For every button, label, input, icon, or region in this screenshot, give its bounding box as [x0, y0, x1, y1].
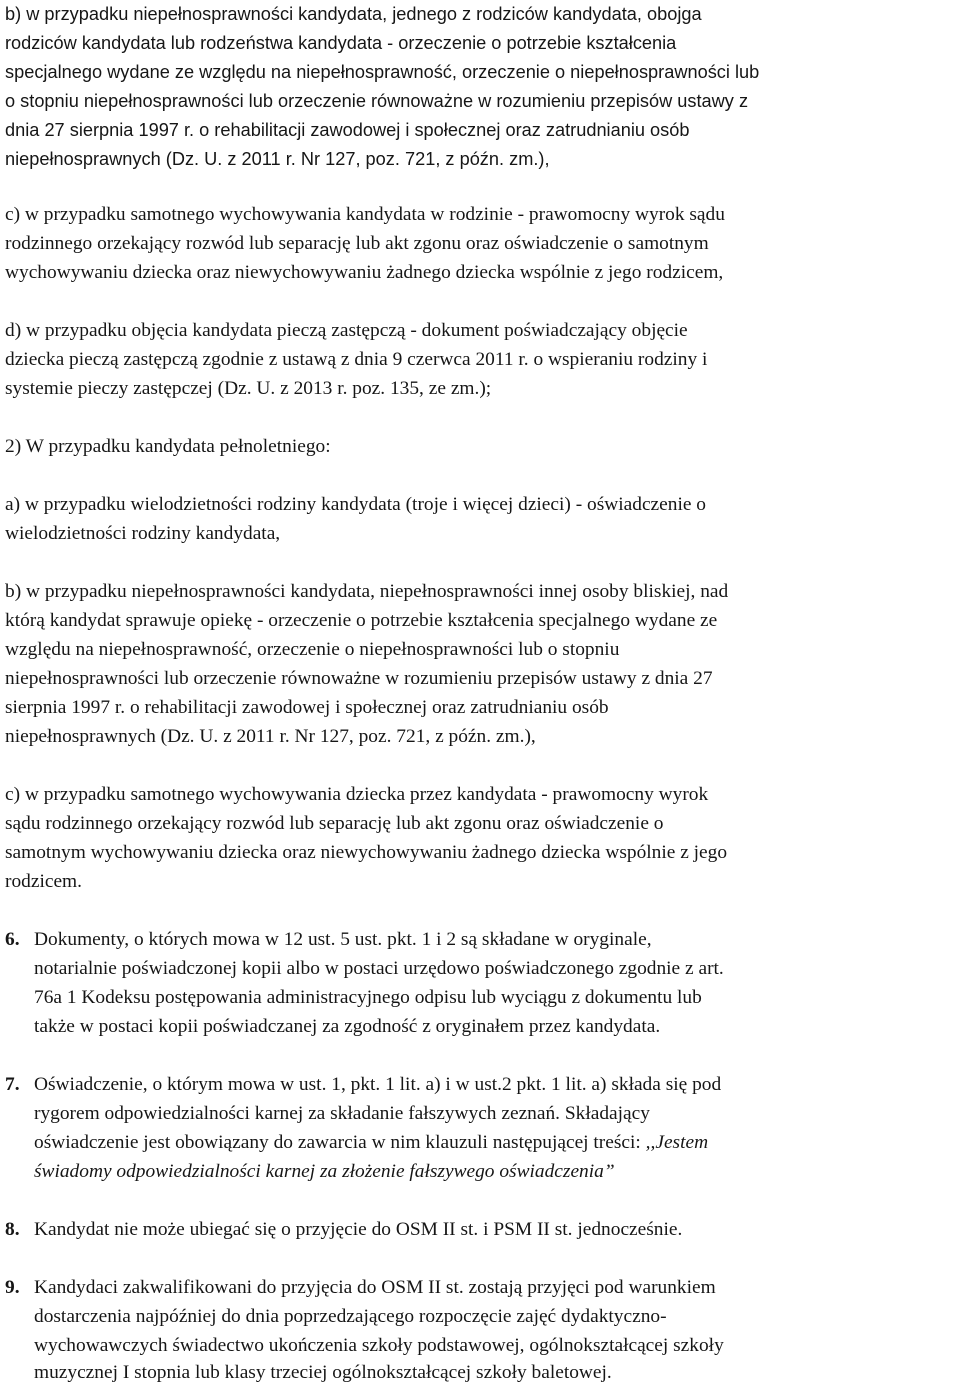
text-line: także w postaci kopii poświadczanej za zgodność z oryginałem przez kandydata. — [34, 1016, 661, 1037]
list-number: 6. — [5, 929, 20, 950]
text-line: sądu rodzinnego orzekający rozwód lub separację lub akt zgonu oraz oświadczenie o — [5, 813, 664, 834]
list-number: 8. — [5, 1219, 20, 1240]
text-line: dziecka pieczą zastępczą zgodnie z ustawą z dnia 9 czerwca 2011 r. o wspieraniu rodziny i — [5, 349, 708, 370]
text-line: rodzinnego orzekający rozwód lub separację lub akt zgonu oraz oświadczenie o samotnym — [5, 233, 709, 254]
text-line: wychowywaniu dziecka oraz niewychowywaniu żadnego dziecka wspólnie z jego rodzicem, — [5, 262, 724, 283]
text-line: Oświadczenie, o którym mowa w ust. 1, pkt. 1 lit. a) i w ust.2 pkt. 1 lit. a) składa się pod — [34, 1074, 722, 1095]
text-line — [34, 1157, 954, 1186]
list-number: 9. — [5, 1277, 20, 1298]
text-line: dnia 27 sierpnia 1997 r. o rehabilitacji zawodowej i społecznej oraz zatrudnianiu osób — [5, 120, 690, 140]
text-line: względu na niepełnosprawność, orzeczenie o niepełnosprawności lub o stopniu — [5, 639, 620, 660]
text-line: b) w przypadku niepełnosprawności kandydata, niepełnosprawności innej osoby bliskiej, nad — [5, 581, 729, 602]
text-line: rodzicem. — [5, 871, 82, 892]
text-line: specjalnego wydane ze względu na niepełnosprawność, orzeczenie o niepełnosprawności lub — [5, 62, 760, 82]
text-line: dostarczenia najpóźniej do dnia poprzedzającego rozpoczęcie zajęć dydaktyczno- — [34, 1306, 667, 1327]
text-line: systemie pieczy zastępczej (Dz. U. z 2013 r. poz. 135, ze zm.); — [5, 378, 492, 399]
text-line: którą kandydat sprawuje opiekę - orzeczenie o potrzebie kształcenia specjalnego wydane ze — [5, 610, 718, 631]
text-line: b) w przypadku niepełnosprawności kandydata, jednego z rodziców kandydata, obojga — [5, 4, 702, 24]
text-line: sierpnia 1997 r. o rehabilitacji zawodowej i społecznej oraz zatrudnianiu osób — [5, 697, 609, 718]
text-line: 76a 1 Kodeksu postępowania administracyjnego odpisu lub wyciągu z dokumentu lub — [34, 987, 702, 1008]
text-line: niepełnosprawnych (Dz. U. z 2011 r. Nr 127, poz. 721, z późn. zm.), — [5, 149, 550, 169]
text-line: Kandydat nie może ubiegać się o przyjęcie do OSM II st. i PSM II st. jednocześnie. — [34, 1219, 683, 1240]
list-number: 7. — [5, 1074, 20, 1095]
text-line: rygorem odpowiedzialności karnej za składanie fałszywych zeznań. Składający — [34, 1103, 650, 1124]
text-line: Kandydaci zakwalifikowani do przyjęcia do OSM II st. zostają przyjęci pod warunkiem — [34, 1277, 716, 1298]
text-line: d) w przypadku objęcia kandydata pieczą zastępczą - dokument poświadczający objęcie — [5, 320, 688, 341]
text-line: niepełnosprawności lub orzeczenie równoważne w rozumieniu przepisów ustawy z dnia 27 — [5, 668, 713, 689]
text-line — [34, 1128, 954, 1157]
text-line: c) w przypadku samotnego wychowywania kandydata w rodzinie - prawomocny wyrok sądu — [5, 204, 725, 225]
section-heading-adult: 2) W przypadku kandydata pełnoletniego: — [5, 436, 331, 457]
text-line: notarialnie poświadczonej kopii albo w postaci urzędowo poświadczonego zgodnie z art. — [34, 958, 724, 979]
quoted-clause: świadomy odpowiedzialności karnej za złożenie fałszywego oświadczenia” — [34, 1161, 615, 1182]
text-span: oświadczenie jest obowiązany do zawarcia w nim klauzuli następującej treści: — [34, 1132, 646, 1153]
text-line: a) w przypadku wielodzietności rodziny kandydata (troje i więcej dzieci) - oświadczenie o — [5, 494, 707, 515]
quoted-clause: ,,Jestem — [645, 1132, 709, 1153]
text-line: muzycznej I stopnia lub klasy trzeciej ogólnokształcącej szkoły baletowej. — [34, 1362, 612, 1383]
text-line: c) w przypadku samotnego wychowywania dziecka przez kandydata - prawomocny wyrok — [5, 784, 709, 805]
text-line: Dokumenty, o których mowa w 12 ust. 5 ust. pkt. 1 i 2 są składane w oryginale, — [34, 929, 652, 950]
text-line: samotnym wychowywaniu dziecka oraz niewychowywaniu żadnego dziecka wspólnie z jego — [5, 842, 728, 863]
text-line: o stopniu niepełnosprawności lub orzeczenie równoważne w rozumieniu przepisów ustawy z — [5, 91, 749, 111]
text-line: wychowawczych świadectwo ukończenia szkoły podstawowej, ogólnokształcącej szkoły — [34, 1335, 724, 1356]
text-line: niepełnosprawnych (Dz. U. z 2011 r. Nr 127, poz. 721, z późn. zm.), — [5, 726, 536, 747]
text-line: rodziców kandydata lub rodzeństwa kandydata - orzeczenie o potrzebie kształcenia — [5, 33, 677, 53]
text-line: wielodzietności rodziny kandydata, — [5, 523, 281, 544]
